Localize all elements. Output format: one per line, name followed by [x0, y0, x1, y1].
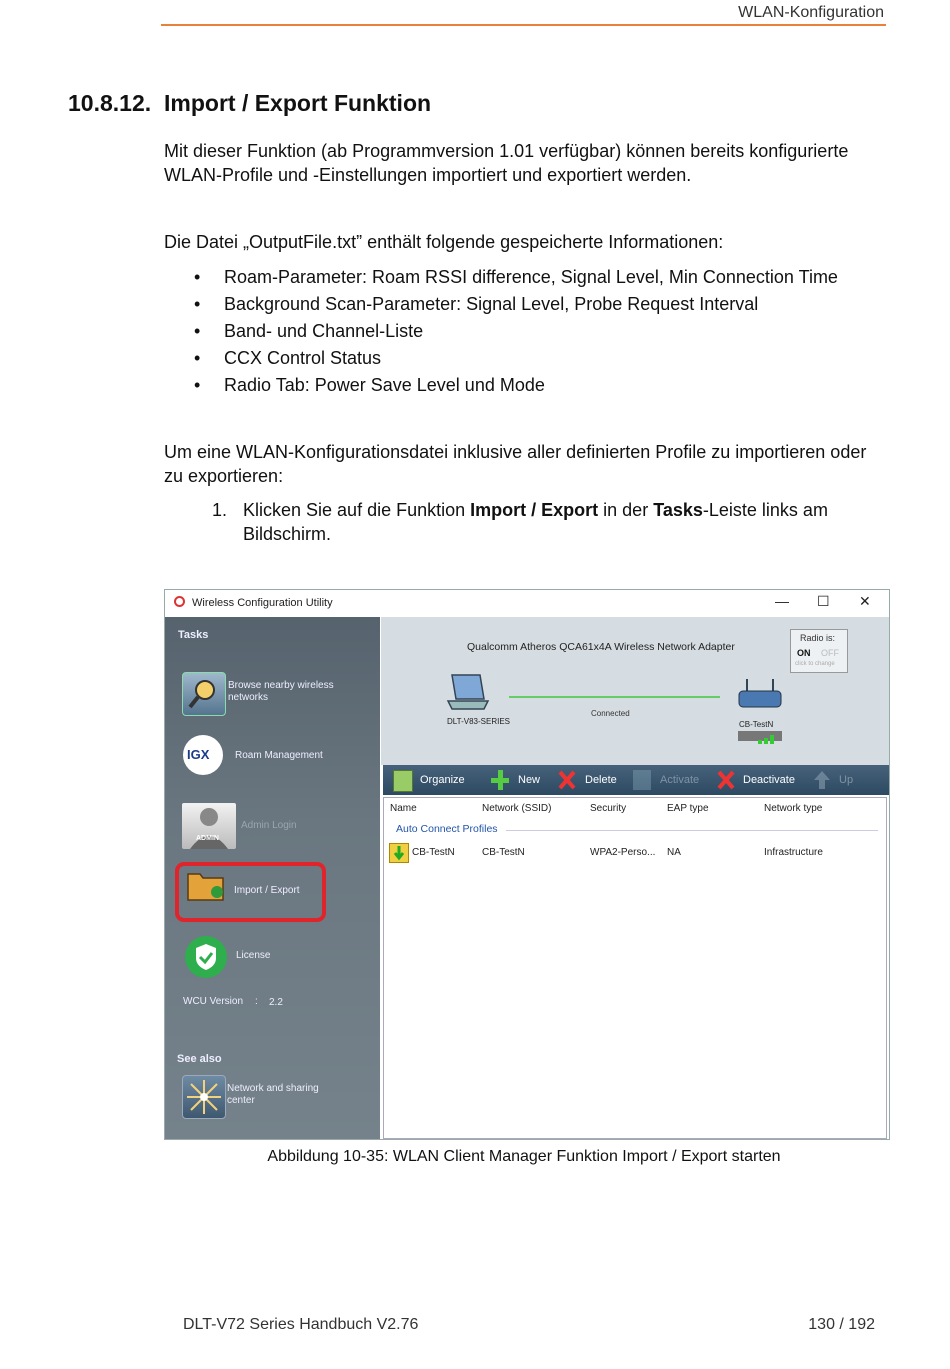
new-button[interactable]: New — [518, 774, 541, 786]
close-button[interactable]: ✕ — [859, 593, 871, 609]
magnifier-icon — [182, 672, 226, 716]
list-item: • CCX Control Status — [164, 345, 838, 372]
laptop-icon — [446, 673, 490, 713]
igx-roam-icon: IGX — [183, 735, 223, 775]
radio-label: Radio is: — [800, 633, 836, 643]
row-security: WPA2-Perso... — [590, 847, 656, 858]
list-item: • Background Scan-Parameter: Signal Level, Probe Request Interval — [164, 291, 838, 318]
step-number: 1. — [212, 500, 228, 520]
section-number: 10.8.12. — [68, 90, 152, 116]
deactivate-button[interactable]: Deactivate — [743, 774, 795, 786]
roam-management-link[interactable]: Roam Management — [235, 750, 323, 761]
main-panel — [381, 617, 889, 1139]
organize-button[interactable]: Organize — [420, 774, 465, 786]
title-bar — [165, 590, 889, 616]
list-item: • Roam-Parameter: Roam RSSI difference, Signal Level, Min Connection Time — [164, 264, 838, 291]
section-title: Import / Export Funktion — [164, 90, 432, 116]
organize-icon — [393, 770, 413, 792]
minimize-button[interactable]: — — [775, 593, 789, 609]
radio-hint: click to change — [795, 661, 835, 667]
activate-icon — [633, 770, 651, 790]
adapter-name: Qualcomm Atheros QCA61x4A Wireless Network Adapter — [467, 641, 735, 653]
see-also-heading: See also — [177, 1053, 222, 1065]
deactivate-icon — [717, 770, 735, 790]
network-sharing-icon — [182, 1075, 226, 1119]
delete-icon — [558, 770, 576, 790]
up-button[interactable]: Up — [839, 774, 854, 786]
info-list — [164, 264, 838, 399]
row-eap: NA — [667, 847, 681, 858]
instruction-paragraph: Um eine WLAN-Konfigurationsdatei inklusive aller definierten Profile zu importieren oder zu exportieren: — [164, 442, 867, 486]
highlight-box — [175, 862, 326, 922]
connection-line — [509, 696, 720, 698]
footer-title: DLT-V72 Series Handbuch V2.76 — [183, 1316, 419, 1333]
client-device-name: DLT-V83-SERIES — [447, 717, 510, 726]
license-link[interactable]: License — [236, 950, 271, 961]
radio-off: OFF — [821, 648, 839, 658]
radio-toggle[interactable] — [790, 629, 848, 673]
figure-caption: Abbildung 10-35: WLAN Client Manager Funktion Import / Export starten — [267, 1148, 781, 1165]
row-ssid: CB-TestN — [482, 847, 525, 858]
running-header: WLAN-Konfiguration — [738, 4, 884, 21]
row-name: CB-TestN — [412, 847, 455, 858]
tasks-heading: Tasks — [178, 629, 209, 641]
import-export-link[interactable]: Import / Export — [234, 885, 300, 896]
profile-icon — [389, 843, 409, 863]
row-network-type: Infrastructure — [764, 847, 823, 858]
version-separator: : — [255, 996, 258, 1007]
plus-icon — [491, 770, 509, 790]
list-item: • Radio Tab: Power Save Level und Mode — [164, 372, 838, 399]
signal-bars-icon — [738, 731, 782, 741]
up-arrow-icon — [813, 770, 831, 790]
header-rule — [161, 24, 886, 26]
shield-check-icon — [185, 936, 227, 978]
version-label: WCU Version — [183, 996, 244, 1007]
window-title: Wireless Configuration Utility — [192, 597, 333, 609]
intro-paragraph: Mit dieser Funktion (ab Programmversion 1.01 verfügbar) können bereits konfigurierte WLAN-Profile und -Einstellungen importiert und exportiert werden. — [164, 141, 849, 185]
admin-login-link[interactable]: Admin Login — [241, 820, 297, 831]
column-header[interactable]: Security — [590, 803, 627, 814]
profile-toolbar — [383, 765, 889, 795]
page-number: 130 / 192 — [808, 1316, 875, 1333]
section-heading — [68, 90, 431, 117]
column-header[interactable]: EAP type — [667, 803, 709, 814]
step-text: Klicken Sie auf die Funktion Import / Export in der Tasks-Leiste links am Bildschirm. — [243, 500, 828, 544]
activate-button[interactable]: Activate — [660, 774, 700, 786]
list-item: • Band- und Channel-Liste — [164, 318, 838, 345]
column-header[interactable]: Network type — [764, 803, 823, 814]
browse-networks-link[interactable]: Browse nearby wireless networks — [228, 680, 334, 703]
profiles-table — [383, 797, 887, 1139]
app-icon — [174, 596, 185, 607]
version-value: 2.2 — [269, 997, 283, 1008]
delete-button[interactable]: Delete — [585, 774, 617, 786]
column-header[interactable]: Network (SSID) — [482, 803, 552, 814]
radio-on: ON — [797, 648, 811, 658]
adapter-panel — [381, 617, 889, 765]
group-label: Auto Connect Profiles — [396, 823, 498, 835]
file-info-paragraph: Die Datei „OutputFile.txt” enthält folgende gespeicherte Informationen: — [164, 232, 724, 252]
ap-name: CB-TestN — [739, 720, 774, 729]
table-row[interactable] — [384, 841, 884, 861]
column-header[interactable]: Name — [390, 803, 417, 814]
network-sharing-link[interactable]: Network and sharing center — [227, 1083, 319, 1106]
connection-status: Connected — [591, 709, 630, 718]
maximize-button[interactable]: ☐ — [817, 593, 830, 609]
admin-avatar-icon: ADMIN — [182, 803, 236, 849]
router-icon — [737, 677, 783, 713]
step-1 — [212, 498, 872, 546]
group-divider — [506, 830, 878, 831]
